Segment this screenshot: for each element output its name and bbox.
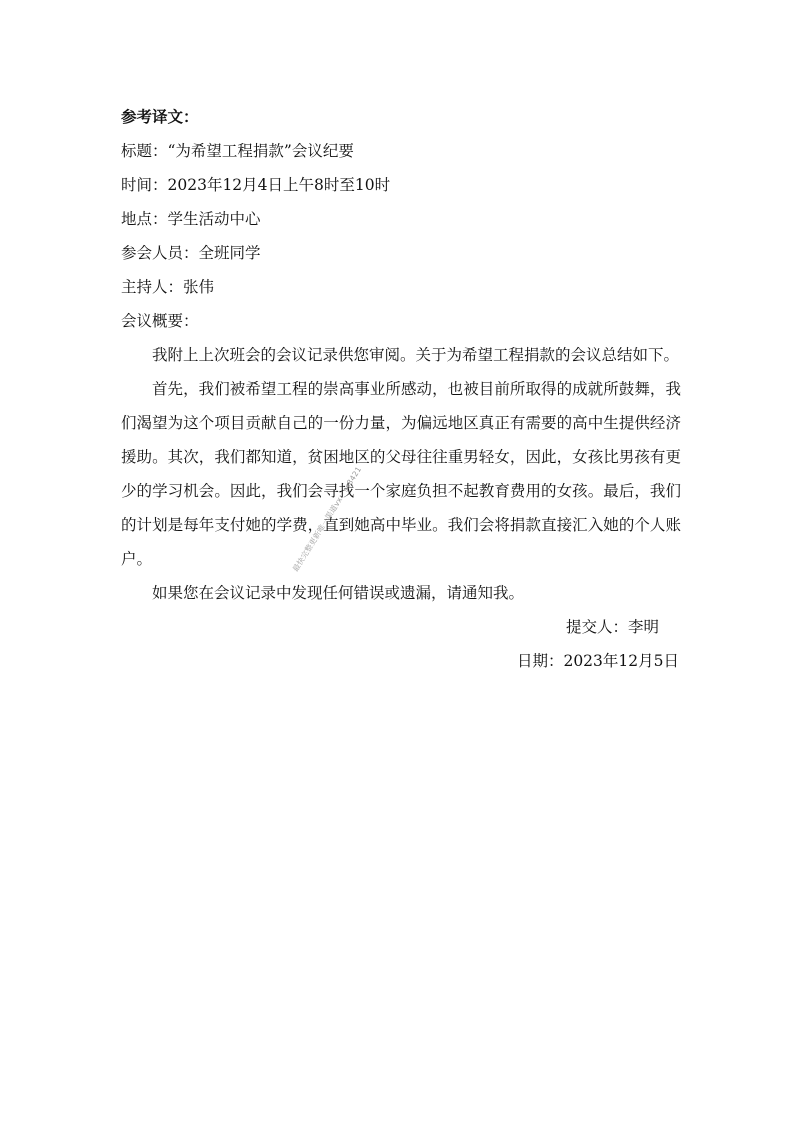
meeting-host-line: 主持人：张伟 [121, 278, 215, 296]
watermark-text: 最快完整更新唯一渠道vx：ss8421 [290, 465, 364, 574]
meeting-place-line: 地点：学生活动中心 [121, 210, 261, 228]
summary-paragraph-main: 首先，我们被希望工程的崇高事业所感动，也被目前所取得的成就所鼓舞，我们渴望为这个项目贡献自己的一份力量，为偏远地区真正有需要的高中生提供经济援助。其次，我们都知道，贫困地区的父母往往重男轻女，因此，女孩比男孩有更少的学习机会。因此，我们会寻找一个家庭负担不起教育费用的女孩。最后，我们的计划是每年支付她的学费，直到她高中毕业。我们会将捐款直接汇入她的个人账户。 [121, 380, 681, 568]
meeting-attendees-line: 参会人员：全班同学 [121, 244, 261, 262]
summary-paragraph-closing: 如果您在会议记录中发现任何错误或遗漏，请通知我。 [152, 584, 525, 602]
summary-paragraph-intro: 我附上上次班会的会议记录供您审阅。关于为希望工程捐款的会议总结如下。 [152, 346, 680, 364]
document-heading: 参考译文： [121, 107, 199, 126]
meeting-title-line: 标题：“为希望工程捐款”会议纪要 [121, 142, 354, 160]
meeting-time-line: 时间：2023年12月4日上午8时至10时 [121, 176, 391, 194]
summary-label: 会议概要： [121, 312, 199, 330]
submitter-line: 提交人：李明 [565, 618, 659, 636]
date-line: 日期：2023年12月5日 [516, 652, 679, 670]
